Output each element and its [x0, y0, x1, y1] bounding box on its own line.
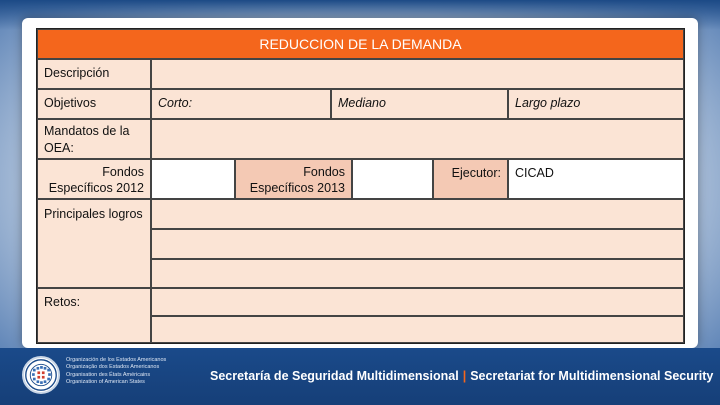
fondos-2012-value [151, 159, 235, 199]
logros-row-3 [151, 259, 684, 288]
corto-plazo-cell: Corto: [151, 89, 331, 119]
fondos-2013-label: Fondos Específicos 2013 [235, 159, 352, 199]
descripcion-label: Descripción [37, 59, 151, 89]
objetivos-label: Objetivos [37, 89, 151, 119]
mediano-plazo-cell: Mediano [331, 89, 508, 119]
secretariat-separator: | [462, 369, 467, 383]
secretariat-es: Secretaría de Seguridad Multidimensional [210, 369, 459, 383]
demand-reduction-table [36, 28, 685, 344]
table-header: REDUCCION DE LA DEMANDA [37, 29, 684, 59]
logros-row-1 [151, 199, 684, 229]
largo-plazo-cell: Largo plazo [508, 89, 684, 119]
fondos-2012-label: Fondos Específicos 2012 [37, 159, 151, 199]
retos-row-1 [151, 288, 684, 316]
ejecutor-value: CICAD [508, 159, 684, 199]
organization-names [66, 357, 196, 386]
descripcion-value [151, 59, 684, 89]
org-name-en: Organization of American States [66, 378, 145, 385]
mandatos-value [151, 119, 684, 159]
oas-seal-icon [22, 356, 60, 394]
fondos-2013-value [352, 159, 433, 199]
secretariat-en: Secretariat for Multidimensional Security [470, 369, 714, 383]
retos-row-2 [151, 316, 684, 343]
org-name-es: Organización de los Estados Americanos [66, 357, 167, 363]
org-name-pt: Organização dos Estados Americanos [66, 364, 160, 371]
logros-row-2 [151, 229, 684, 259]
mandatos-label: Mandatos de la OEA: [37, 119, 151, 159]
logros-label: Principales logros [37, 199, 151, 288]
secretariat-title [210, 369, 714, 383]
retos-label: Retos: [37, 288, 151, 343]
org-name-fr: Organisation des États Américains [66, 371, 151, 378]
ejecutor-label: Ejecutor: [433, 159, 508, 199]
